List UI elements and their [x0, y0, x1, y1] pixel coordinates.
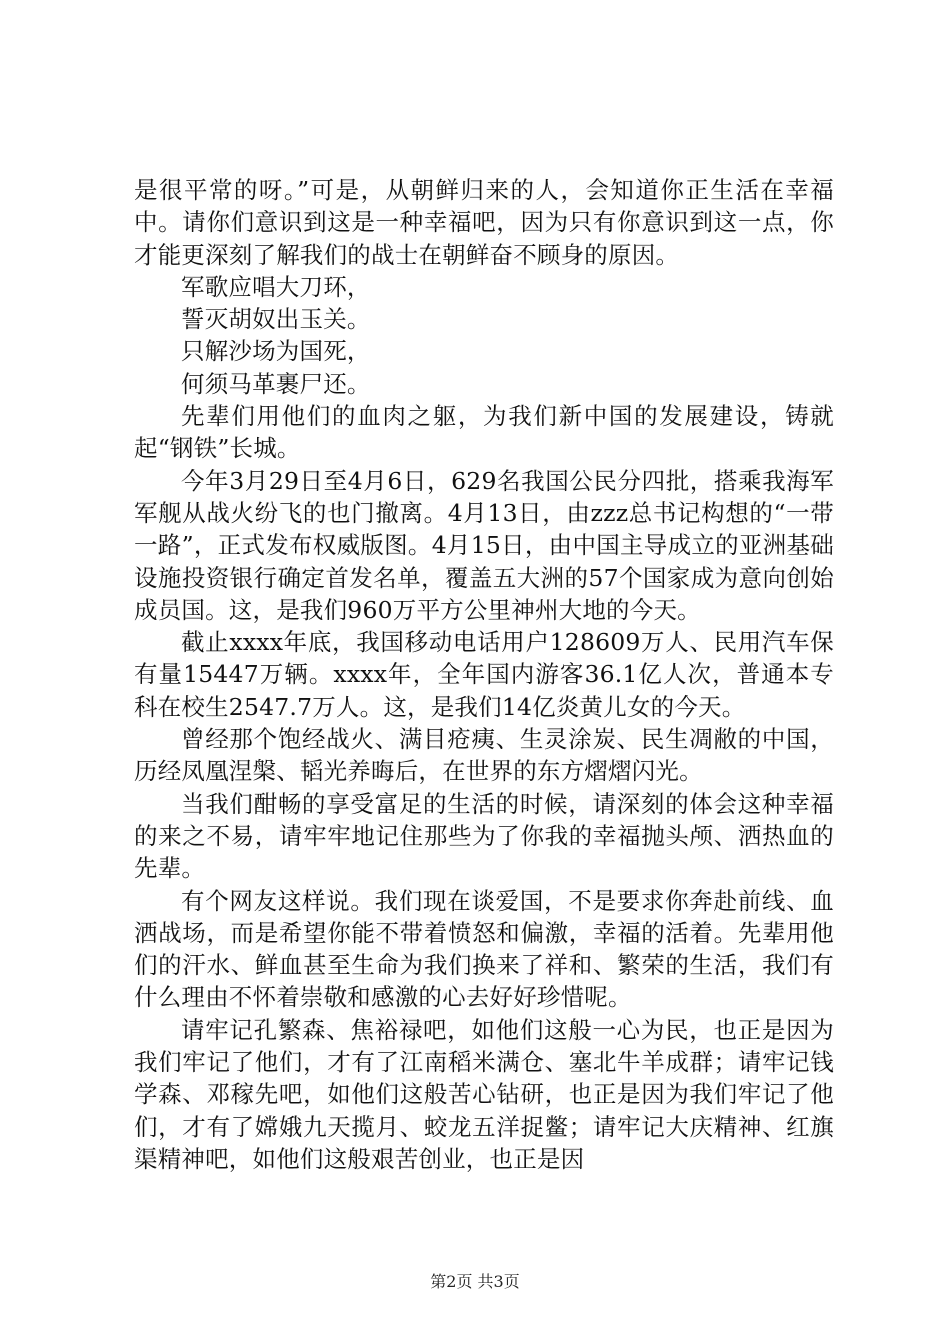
paragraph: 是很平常的呀。”可是，从朝鲜归来的人，会知道你正生活在幸福中。请你们意识到这是一种幸福吧，因为只有你意识到这一点，你才能更深刻了解我们的战士在朝鲜奋不顾身的原因。	[134, 176, 834, 269]
paragraph: 先辈们用他们的血肉之躯，为我们新中国的发展建设，铸就起“钢铁”长城。	[134, 402, 834, 463]
poem-line: 军歌应唱大刀环，	[181, 272, 371, 301]
paragraph: 请牢记孔繁森、焦裕禄吧，如他们这般一心为民，也正是因为我们牢记了他们，才有了江南稻米满仓、塞北牛羊成群；请牢记钱学森、邓稼先吧，如他们这般苦心钻研，也正是因为我们牢记了他们，才有了嫦娥九天揽月、蛟龙五洋捉鳖；请牢记大庆精神、红旗渠精神吧，如他们这般艰苦创业，也正是因	[134, 1015, 834, 1173]
poem-line: 誓灭胡奴出玉关。	[181, 305, 371, 334]
paragraph: 当我们酣畅的享受富足的生活的时候，请深刻的体会这种幸福的来之不易，请牢牢地记住那些为了你我的幸福抛头颅、洒热血的先辈。	[134, 789, 834, 883]
paragraph: 截止xxxx年底，我国移动电话用户128609万人、民用汽车保有量15447万辆。xxxx年，全年国内游客36.1亿人次，普通本专科在校生2547.7万人。这，是我们14亿炎黄儿女的今天。	[134, 628, 834, 721]
poem-line: 只解沙场为国死，	[181, 337, 371, 366]
poem-line: 何须马革裹尸还。	[181, 369, 371, 398]
paragraph: 有个网友这样说。我们现在谈爱国，不是要求你奔赴前线、血洒战场，而是希望你能不带着愤怒和偏激，幸福的活着。先辈用他们的汗水、鲜血甚至生命为我们换来了祥和、繁荣的生活，我们有什么理由不怀着崇敬和感激的心去好好珍惜呢。	[134, 886, 834, 1012]
document-body	[134, 174, 834, 1175]
page-number-footer: 第2页 共3页	[430, 1272, 520, 1291]
paragraph: 今年3月29日至4月6日，629名我国公民分四批，搭乘我海军军舰从战火纷飞的也门撤离。4月13日，由zzz总书记构想的“一带一路”，正式发布权威版图。4月15日，由中国主导成立的亚洲基础设施投资银行确定首发名单，覆盖五大洲的57个国家成为意向创始成员国。这，是我们960万平方公里神州大地的今天。	[134, 466, 834, 624]
paragraph: 曾经那个饱经战火、满目疮痍、生灵涂炭、民生凋敝的中国，历经凤凰涅槃、韬光养晦后，在世界的东方熠熠闪光。	[134, 725, 834, 786]
